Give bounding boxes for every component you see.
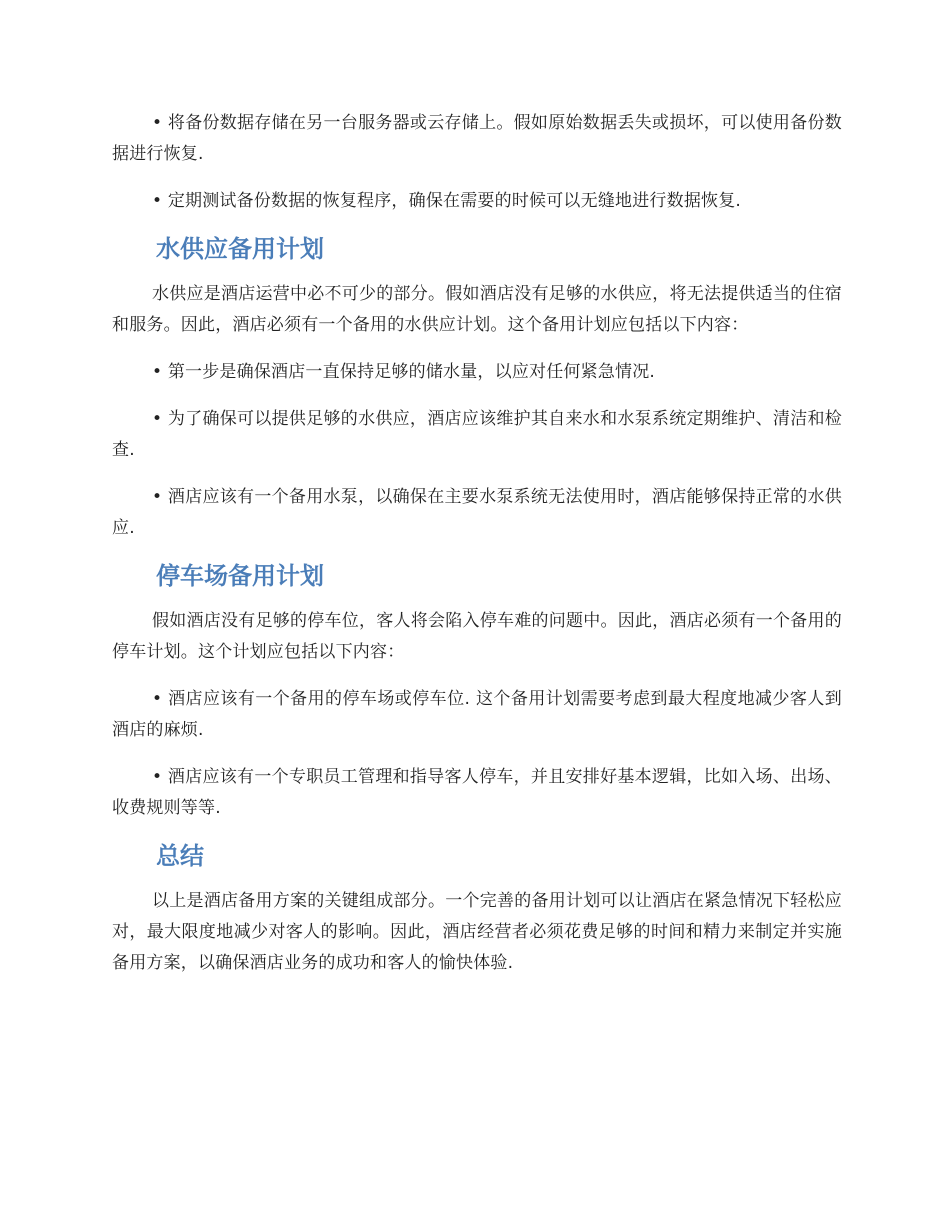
bullet-water-maintenance: • 为了确保可以提供足够的水供应，酒店应该维护其自来水和水泵系统定期维护、清洁和检查. — [112, 409, 842, 460]
document-body — [112, 108, 842, 995]
bullet-backup-storage: • 将备份数据存储在另一台服务器或云存储上。假如原始数据丢失或损坏，可以使用备份数据进行恢复. — [112, 113, 842, 164]
bullet-water-storage: • 第一步是确保酒店一直保持足够的储水量，以应对任何紧急情况. — [152, 362, 656, 382]
heading-water-supply: 水供应备用计划 — [156, 235, 324, 263]
heading-summary: 总结 — [156, 842, 204, 870]
paragraph-water-supply: 水供应是酒店运营中必不可少的部分。假如酒店没有足够的水供应，将无法提供适当的住宿和服务。因此，酒店必须有一个备用的水供应计划。这个备用计划应包括以下内容： — [112, 284, 842, 335]
bullet-backup-pump: • 酒店应该有一个备用水泵，以确保在主要水泵系统无法使用时，酒店能够保持正常的水供应. — [112, 487, 842, 538]
bullet-backup-parking: • 酒店应该有一个备用的停车场或停车位. 这个备用计划需要考虑到最大程度地减少客人到酒店的麻烦. — [112, 689, 842, 740]
paragraph-parking: 假如酒店没有足够的停车位，客人将会陷入停车难的问题中。因此，酒店必须有一个备用的停车计划。这个计划应包括以下内容： — [112, 611, 842, 662]
bullet-parking-staff: • 酒店应该有一个专职员工管理和指导客人停车，并且安排好基本逻辑，比如入场、出场、收费规则等等. — [112, 767, 842, 818]
paragraph-summary: 以上是酒店备用方案的关键组成部分。一个完善的备用计划可以让酒店在紧急情况下轻松应对，最大限度地减少对客人的影响。因此，酒店经营者必须花费足够的时间和精力来制定并实施备用方案，以确保酒店业务的成功和客人的愉快体验. — [112, 891, 842, 973]
bullet-backup-test: • 定期测试备份数据的恢复程序，确保在需要的时候可以无缝地进行数据恢复. — [152, 191, 742, 211]
heading-parking: 停车场备用计划 — [156, 562, 324, 590]
